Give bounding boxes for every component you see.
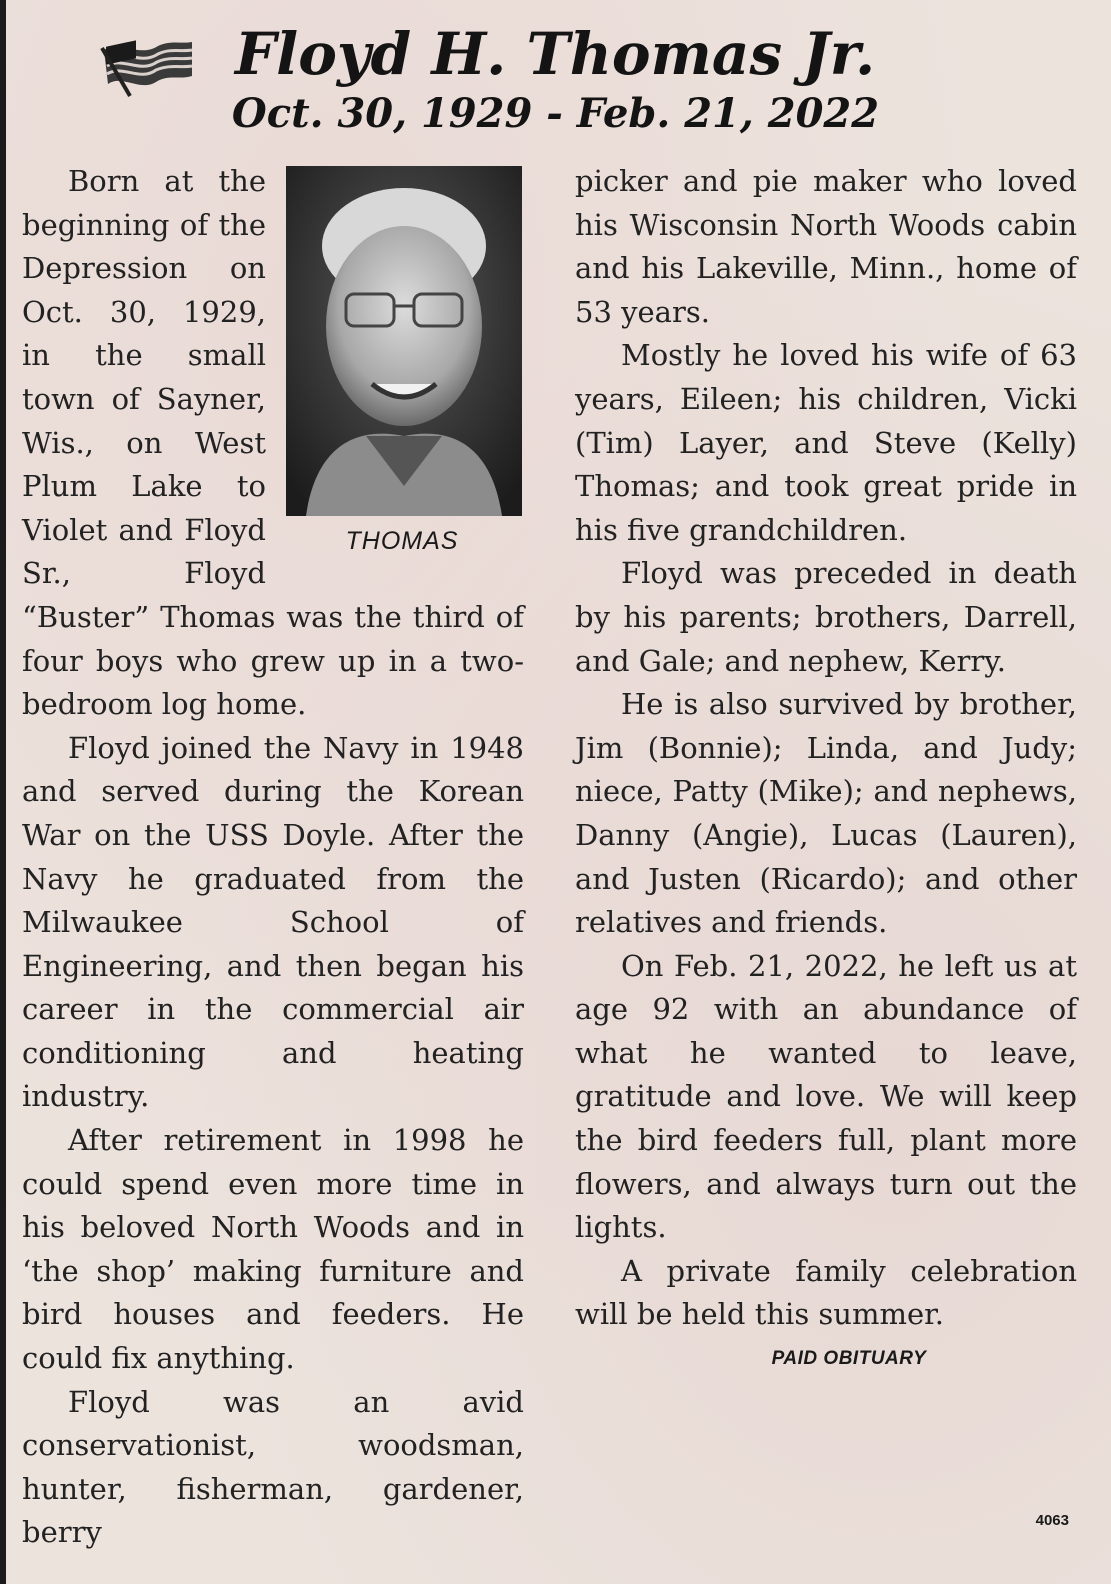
american-flag-icon	[100, 36, 196, 98]
paragraph: Mostly he loved his wife of 63 years, Eileen; his children, Vicki (Tim) Layer, and Steve (Kelly) Thomas; and took great pride in his five grandchildren.	[575, 338, 1077, 547]
portrait-photo	[286, 166, 522, 516]
paragraph: Floyd was an avid conservationist, woodsman, hunter, fisherman, gardener, berry	[22, 1384, 524, 1550]
paragraph: picker and pie maker who loved his Wisconsin North Woods cabin and his Lakeville, Minn., home of 53 years.	[575, 164, 1077, 329]
life-dates: Oct. 30, 1929 - Feb. 21, 2022	[231, 90, 880, 137]
left-column	[22, 160, 524, 1555]
paid-obituary-label: PAID OBITUARY	[771, 1348, 927, 1370]
portrait-block	[280, 160, 524, 578]
paragraph: Floyd joined the Navy in 1948 and served during the Korean War on the USS Doyle. After the Navy he graduated from the Milwaukee School of Engineering, and then began his career in the commercial air conditioning and heating industry.	[22, 730, 524, 1114]
paragraph: After retirement in 1998 he could spend even more time in his beloved North Woods and in ‘the shop’ making furniture and bird houses and feeders. He could fix anything.	[22, 1123, 524, 1376]
photo-caption: THOMAS	[345, 527, 459, 555]
right-column	[575, 160, 1077, 1381]
paragraph: Floyd was preceded in death by his parents; brothers, Darrell, and Gale; and nephew, Kerry.	[575, 556, 1077, 678]
ad-code: 4063	[1035, 1512, 1069, 1529]
paragraph: Born at the beginning of the Depression on Oct. 30, 1929, in the small town of Sayner, Wis., on West Plum Lake to Violet and Floyd Sr., Floyd “Buster” Thomas was the third of four boys who grew up in a two-bedroom log home.	[22, 164, 524, 722]
paragraph: A private family celebration will be held this summer.	[575, 1253, 1077, 1332]
paragraph: On Feb. 21, 2022, he left us at age 92 with an abundance of what he wanted to leave, gratitude and love. We will keep the bird feeders full, plant more flowers, and always turn out the lights.	[575, 948, 1077, 1245]
deceased-name: Floyd H. Thomas Jr.	[235, 20, 876, 88]
paragraph: He is also survived by brother, Jim (Bonnie); Linda, and Judy; niece, Patty (Mike); and nephews, Danny (Angie), Lucas (Lauren), and Justen (Ricardo); and other relatives and friends.	[575, 687, 1077, 940]
obituary-header	[0, 16, 1111, 146]
